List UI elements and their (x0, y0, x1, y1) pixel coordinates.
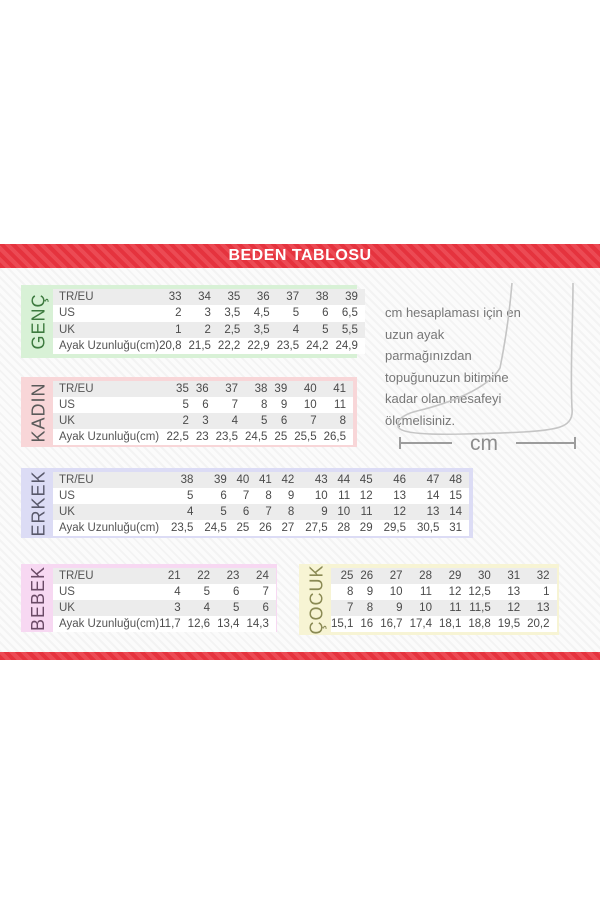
table-row (331, 600, 557, 616)
size-value-cell: 44 (337, 474, 351, 486)
size-value-cell: 8 (339, 415, 346, 427)
bottom-red-rule (0, 652, 600, 660)
size-value-cell: 5 (220, 506, 227, 518)
size-value-cell: 3 (202, 415, 209, 427)
size-value-cell: 27 (389, 570, 403, 582)
table-row (53, 429, 353, 445)
size-value-cell: 36 (195, 383, 209, 395)
size-table-cocuk (299, 564, 559, 635)
row-label: TR/EU (59, 383, 94, 395)
size-value-cell: 12,6 (187, 618, 211, 630)
size-value-cell: 8 (366, 602, 374, 614)
size-value-cell: 3,5 (224, 307, 241, 320)
size-value-cell: 10 (419, 602, 432, 614)
size-value-cell: 11 (449, 602, 462, 614)
size-value-cell: 7 (265, 506, 272, 518)
size-value-cell: 29,5 (383, 522, 406, 534)
row-label: TR/EU (59, 474, 94, 486)
size-value-cell: 34 (198, 291, 211, 304)
size-value-cell: 1 (175, 323, 182, 336)
size-value-cell: 30,5 (416, 522, 440, 534)
size-value-cell: 27 (281, 522, 295, 534)
size-value-cell: 26 (258, 522, 272, 534)
size-value-cell: 16,7 (380, 618, 403, 630)
size-value-cell: 21 (167, 570, 181, 582)
size-value-cell: 38 (180, 474, 194, 486)
size-value-cell: 5 (322, 323, 329, 336)
foot-outline-illustration (390, 278, 590, 458)
size-value-cell: 8 (346, 586, 354, 598)
size-value-cell: 12 (448, 586, 462, 598)
size-value-cell: 39 (345, 291, 358, 304)
size-value-cell: 6 (220, 490, 227, 502)
size-value-cell: 27,5 (305, 522, 328, 534)
size-value-cell: 22 (197, 570, 211, 582)
table-row (331, 568, 557, 584)
size-value-cell: 13,4 (217, 618, 240, 630)
row-label: US (59, 399, 75, 411)
size-value-cell: 6 (202, 399, 209, 411)
size-value-cell: 23 (195, 431, 209, 443)
size-value-cell: 9 (280, 399, 288, 411)
size-value-cell: 5 (182, 399, 189, 411)
size-value-cell: 18,1 (438, 618, 462, 630)
table-row (53, 584, 276, 600)
row-label: TR/EU (59, 291, 94, 304)
table-row (53, 520, 469, 536)
size-value-cell: 2 (175, 307, 182, 320)
size-value-cell: 19,5 (497, 618, 521, 630)
size-value-cell: 39 (213, 474, 227, 486)
size-value-cell: 36 (256, 291, 270, 304)
size-value-cell: 45 (359, 474, 373, 486)
table-row (53, 413, 353, 429)
size-value-cell: 13 (393, 490, 406, 502)
size-value-cell: 32 (536, 570, 550, 582)
table-row (331, 616, 557, 632)
size-value-cell: 22,5 (166, 431, 189, 443)
table-row (53, 338, 365, 354)
size-value-cell: 5 (261, 415, 268, 427)
size-value-cell: 11,7 (159, 618, 181, 630)
size-value-cell: 20,8 (159, 339, 182, 352)
table-row (331, 584, 557, 600)
table-row (53, 504, 469, 520)
size-value-cell: 8 (287, 506, 295, 518)
size-value-cell: 1 (543, 586, 550, 598)
row-label: Ayak Uzunluğu(cm) (59, 618, 160, 630)
size-value-cell: 29 (359, 522, 373, 534)
size-value-cell: 35 (176, 383, 189, 395)
size-value-cell: 5 (203, 586, 211, 598)
size-value-cell: 18,8 (468, 618, 491, 630)
size-value-cell: 38 (254, 383, 268, 395)
size-value-cell: 11 (420, 586, 432, 598)
size-value-cell: 42 (281, 474, 295, 486)
size-value-cell: 26,5 (323, 431, 346, 443)
size-value-cell: 2,5 (224, 323, 241, 336)
size-value-cell: 25 (236, 522, 250, 534)
size-value-cell: 6,5 (341, 307, 358, 320)
table-row (53, 305, 365, 321)
size-value-cell: 11,5 (469, 602, 491, 614)
size-value-cell: 25 (340, 570, 354, 582)
size-value-cell: 46 (393, 474, 406, 486)
size-value-cell: 22,9 (247, 339, 270, 352)
size-value-cell: 24,5 (204, 522, 227, 534)
size-grid-cocuk (331, 568, 557, 632)
size-grid-erkek (53, 472, 469, 536)
group-label-bebek: BEBEK (28, 565, 49, 631)
size-grid-genc (53, 289, 365, 354)
size-value-cell: 11 (334, 399, 346, 411)
size-value-cell: 12 (393, 506, 406, 518)
size-value-cell: 7 (310, 415, 317, 427)
row-label: US (59, 307, 75, 320)
group-label-erkek: ERKEK (28, 469, 49, 537)
measurement-instructions: cm hesaplaması için en uzun ayak parmağınızdan topuğunuzun bitimine kadar olan mesafeyi ölçmelisiniz. (385, 305, 521, 428)
table-row (53, 381, 353, 397)
size-value-cell: 23,5 (276, 339, 300, 352)
cm-unit-label: cm (470, 432, 498, 455)
size-value-cell: 5,5 (341, 323, 358, 336)
size-value-cell: 7 (262, 586, 269, 598)
size-value-cell: 7 (231, 399, 239, 411)
size-value-cell: 10 (303, 399, 317, 411)
size-value-cell: 22,2 (217, 339, 241, 352)
size-value-cell: 35 (227, 291, 241, 304)
size-value-cell: 13 (426, 506, 440, 518)
size-table-genc (21, 285, 357, 358)
size-value-cell: 24,9 (335, 339, 358, 352)
size-value-cell: 6 (242, 506, 250, 518)
table-row (53, 472, 469, 488)
size-value-cell: 23,5 (171, 522, 194, 534)
size-value-cell: 5 (186, 490, 194, 502)
table-row (53, 289, 365, 305)
size-value-cell: 5 (233, 602, 240, 614)
size-value-cell: 9 (366, 586, 374, 598)
row-label: Ayak Uzunluğu(cm) (59, 522, 160, 534)
group-label-cocuk: ÇOCUK (306, 564, 327, 635)
size-value-cell: 16 (360, 618, 374, 630)
size-value-cell: 4 (292, 323, 300, 336)
size-table-erkek (21, 468, 473, 538)
size-value-cell: 14 (449, 506, 462, 518)
size-value-cell: 4 (231, 415, 239, 427)
size-value-cell: 13 (536, 602, 550, 614)
row-label: Ayak Uzunluğu(cm) (59, 431, 160, 443)
size-value-cell: 17,4 (409, 618, 432, 630)
size-value-cell: 13 (507, 586, 521, 598)
size-value-cell: 30 (477, 570, 491, 582)
table-row (53, 397, 353, 413)
size-value-cell: 7 (346, 602, 354, 614)
size-value-cell: 6 (280, 415, 288, 427)
table-row (53, 616, 276, 632)
row-label: TR/EU (59, 570, 94, 582)
size-grid-bebek (53, 568, 276, 632)
size-value-cell: 6 (322, 307, 329, 320)
row-label: UK (59, 323, 75, 336)
page-title-banner (0, 244, 600, 268)
size-value-cell: 11 (360, 506, 373, 518)
size-value-cell: 4 (186, 506, 194, 518)
size-value-cell: 9 (396, 602, 403, 614)
size-value-cell: 40 (236, 474, 250, 486)
size-value-cell: 2 (204, 323, 211, 336)
size-value-cell: 9 (287, 490, 295, 502)
size-value-cell: 14,3 (246, 618, 269, 630)
size-value-cell: 12,5 (468, 586, 491, 598)
size-value-cell: 48 (449, 474, 462, 486)
size-value-cell: 26 (360, 570, 374, 582)
size-value-cell: 24,5 (245, 431, 268, 443)
size-value-cell: 5 (292, 307, 300, 320)
size-value-cell: 4,5 (253, 307, 270, 320)
size-table-kadin (21, 377, 357, 447)
foot-outline (398, 283, 573, 434)
size-value-cell: 15,1 (331, 618, 354, 630)
size-value-cell: 8 (265, 490, 272, 502)
size-value-cell: 7 (242, 490, 250, 502)
size-value-cell: 15 (449, 490, 462, 502)
size-value-cell: 28 (419, 570, 432, 582)
size-value-cell: 43 (314, 474, 328, 486)
size-value-cell: 20,2 (527, 618, 550, 630)
size-value-cell: 31 (449, 522, 462, 534)
group-label-genc: GENÇ (28, 293, 49, 350)
row-label: US (59, 490, 75, 502)
size-value-cell: 4 (174, 586, 181, 598)
table-row (53, 322, 365, 338)
size-value-cell: 24,2 (306, 339, 329, 352)
size-value-cell: 47 (426, 474, 440, 486)
size-value-cell: 29 (448, 570, 462, 582)
size-value-cell: 25,5 (294, 431, 317, 443)
size-grid-kadin (53, 381, 353, 445)
size-value-cell: 31 (507, 570, 521, 582)
size-value-cell: 3,5 (253, 323, 270, 336)
size-value-cell: 38 (315, 291, 329, 304)
size-value-cell: 23 (226, 570, 240, 582)
size-value-cell: 4 (203, 602, 211, 614)
size-value-cell: 37 (286, 291, 300, 304)
row-label: US (59, 586, 75, 598)
table-row (53, 488, 469, 504)
size-value-cell: 28 (337, 522, 351, 534)
size-table-bebek (21, 564, 277, 632)
size-value-cell: 9 (321, 506, 328, 518)
size-value-cell: 3 (204, 307, 211, 320)
size-value-cell: 10 (337, 506, 351, 518)
size-value-cell: 24 (256, 570, 269, 582)
size-value-cell: 37 (225, 383, 239, 395)
row-label: UK (59, 506, 75, 518)
size-value-cell: 12 (507, 602, 521, 614)
row-label: UK (59, 602, 75, 614)
size-value-cell: 6 (233, 586, 240, 598)
group-label-kadin: KADIN (28, 381, 49, 443)
size-value-cell: 21,5 (188, 339, 211, 352)
size-value-cell: 39 (274, 383, 288, 395)
size-value-cell: 6 (262, 602, 269, 614)
size-value-cell: 14 (426, 490, 440, 502)
size-value-cell: 8 (261, 399, 268, 411)
size-value-cell: 33 (168, 291, 182, 304)
table-row (53, 600, 276, 616)
row-label: UK (59, 415, 75, 427)
size-value-cell: 25 (274, 431, 288, 443)
size-value-cell: 11 (338, 490, 351, 502)
table-row (53, 568, 276, 584)
size-value-cell: 41 (258, 474, 272, 486)
size-value-cell: 10 (389, 586, 403, 598)
size-value-cell: 10 (314, 490, 328, 502)
size-value-cell: 40 (303, 383, 317, 395)
size-value-cell: 12 (359, 490, 373, 502)
size-value-cell: 2 (182, 415, 189, 427)
page-title: BEDEN TABLOSU (228, 247, 372, 264)
row-label: Ayak Uzunluğu(cm) (59, 339, 160, 352)
size-value-cell: 3 (174, 602, 181, 614)
size-value-cell: 23,5 (215, 431, 239, 443)
size-value-cell: 41 (333, 383, 346, 395)
